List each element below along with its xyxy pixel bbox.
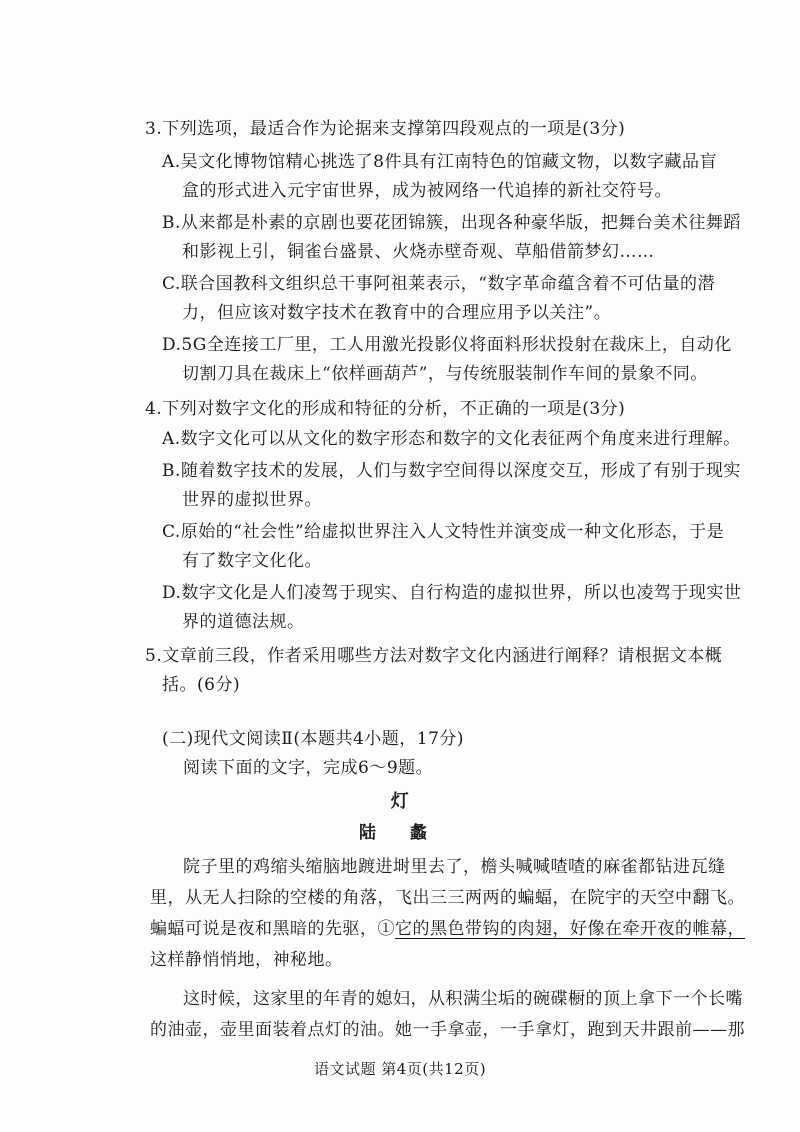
article-title: 灯: [390, 791, 410, 812]
question-3-option-c: C.联合国教科文组织总干事阿祖莱表示，“数字革命蕴含着不可估量的潜: [162, 274, 715, 294]
article-para2-line2: 的油壶，壶里面装着点灯的油。她一手拿壶，一手拿灯，跑到天井跟前——那: [150, 1020, 745, 1040]
question-3-option-b: B.从来都是朴素的京剧也要花团锦簇，出现各种豪华版，把舞台美术往舞蹈: [162, 213, 741, 233]
question-4-option-a: A.数字文化可以从文化的数字形态和数字的文化表征两个角度来进行理解。: [162, 429, 741, 449]
article-author: 陆 蠡: [359, 823, 441, 843]
question-4-option-c-cont: 有了数字文化化。: [182, 551, 322, 571]
question-5-stem-cont: 括。(6分): [162, 675, 241, 695]
question-3-option-a-cont: 盒的形式进入元宇宙世界，成为被网络一代追捧的新社交符号。: [182, 181, 672, 201]
question-4-option-d-cont: 界的道德法规。: [182, 612, 305, 632]
question-4-option-c: C.原始的“社会性”给虚拟世界注入人文特性并演变成一种文化形态，于是: [162, 522, 725, 542]
question-3-option-d-cont: 切割刀具在裁床上“依样画葫芦”，与传统服装制作车间的景象不同。: [182, 364, 708, 384]
question-4-stem: 4.下列对数字文化的形成和特征的分析，不正确的一项是(3分): [145, 399, 626, 419]
page-footer: 语文试题 第4页(共12页): [313, 1060, 487, 1078]
question-3-stem: 3.下列选项，最适合作为论据来支撑第四段观点的一项是(3分): [145, 119, 626, 139]
question-5-stem: 5.文章前三段，作者采用哪些方法对数字文化内涵进行阐释？请根据文本概: [145, 646, 723, 666]
question-4-option-b-cont: 世界的虚拟世界。: [182, 490, 322, 510]
article-para1-line3: [150, 918, 745, 940]
article-para2-line1: 这时候，这家里的年青的媳妇，从积满尘垢的碗碟橱的顶上拿下一个长嘴: [183, 989, 743, 1009]
section-heading: (二)现代文阅读Ⅱ(本题共4小题，17分): [162, 729, 465, 749]
question-4-option-b: B.随着数字技术的发展，人们与数字空间得以深度交互，形成了有别于现实: [162, 461, 741, 481]
article-para1-line3-text: 蝙蝠可说是夜和黑暗的先驱，①: [150, 919, 395, 939]
section-instruction: 阅读下面的文字，完成6～9题。: [183, 758, 434, 778]
article-para1-line2: 里，从无人扫除的空楼的角落，飞出三三两两的蝙蝠，在院宇的天空中翻飞。: [150, 888, 745, 908]
article-para1-line4: 这样静悄悄地，神秘地。: [150, 950, 343, 970]
question-3-option-c-cont: 力，但应该对数字技术在教育中的合理应用予以关注”。: [182, 303, 612, 323]
question-3-option-a: A.吴文化博物馆精心挑选了8件具有江南特色的馆藏文物，以数字藏品盲: [162, 152, 717, 172]
article-para1-line1: 院子里的鸡缩头缩脑地踱进埘里去了，檐头喊喊喳喳的麻雀都钻进瓦缝: [183, 857, 726, 877]
question-3-option-b-cont: 和影视上引，铜雀台盛景、火烧赤壁奇观、草船借箭梦幻……: [182, 242, 655, 262]
question-3-option-d: D.5G全连接工厂里，工人用激光投影仪将面料形状投射在裁床上，自动化: [162, 335, 732, 355]
article-underlined-sentence: 它的黑色带钩的肉翅，好像在牵开夜的帷幕，: [395, 919, 745, 939]
question-4-option-d: D.数字文化是人们凌驾于现实、自行构造的虚拟世界，所以也凌驾于现实世: [162, 583, 742, 603]
